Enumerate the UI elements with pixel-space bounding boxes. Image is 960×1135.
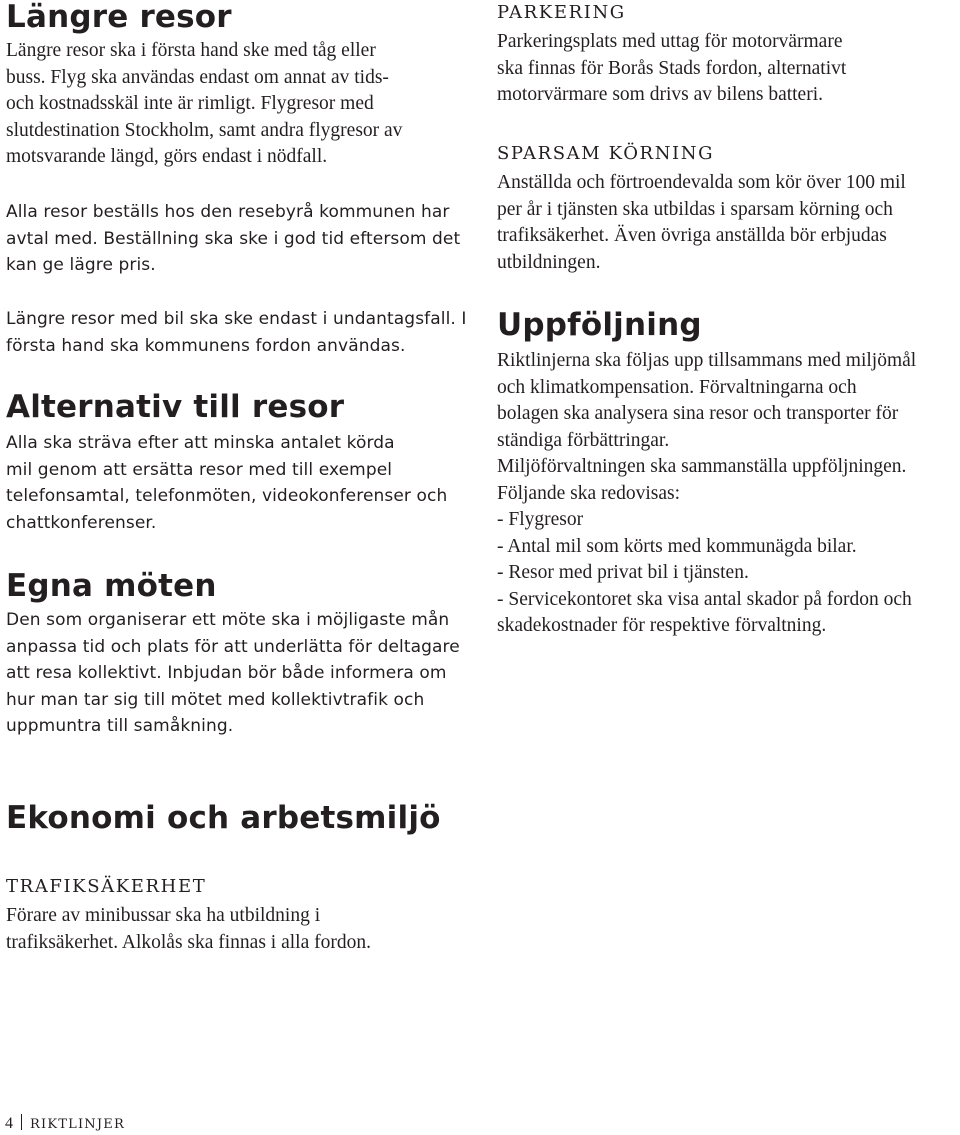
paragraph-uppfoljning: Riktlinjerna ska följas upp tillsammans med miljömål och klimatkompensation. Förvaltningarna och bolagen ska analysera sina resor och transporter för ständiga förbättringar. Miljöförvaltningen ska sammanställa uppföljningen. Följande ska redovisas: - Flygresor - Antal mil som körts med kommunägda bilar. - Resor med privat bil i tjänsten. - Servicekontoret ska visa antal skador på fordon och skadekostnader för respektive förvaltning.: [497, 348, 957, 640]
heading-ekonomi: Ekonomi och arbetsmiljö: [6, 800, 441, 836]
section-sparsam-korning: [497, 143, 957, 276]
list-item: - Antal mil som körts med kommunägda bilar.: [497, 535, 857, 557]
section-egna-moten: [6, 569, 476, 740]
paragraph-egna-moten: Den som organiserar ett möte ska i möjligaste mån anpassa tid och plats för att underlätta för deltagare att resa kollektivt. Inbjudan bör både informera om hur man tar sig till mötet med kollektivtrafik och uppmuntra till samåkning.: [6, 610, 460, 736]
heading-trafiksakerhet: TRAFIKSÄKERHET: [6, 876, 207, 897]
heading-uppfoljning: Uppföljning: [497, 307, 702, 343]
heading-sparsam-korning: SPARSAM KÖRNING: [497, 143, 715, 164]
section-alternativ: [6, 390, 476, 536]
list-item: - Resor med privat bil i tjänsten.: [497, 562, 749, 583]
heading-alternativ: Alternativ till resor: [6, 389, 345, 425]
paragraph-trafiksakerhet: Förare av minibussar ska ha utbildning i trafiksäkerhet. Alkolås ska finnas i alla fordon.: [6, 905, 371, 953]
paragraph-langre-resor-2: Alla resor beställs hos den resebyrå kommunen har avtal med. Beställning ska ske i god tid eftersom det kan ge lägre pris.: [6, 202, 461, 275]
paragraph-alternativ: Alla ska sträva efter att minska antalet körda mil genom att ersätta resor med till exempel telefonsamtal, telefonmöten, videokonferenser och chattkonferenser.: [6, 433, 448, 533]
paragraph-sparsam-korning: Anställda och förtroendevalda som kör över 100 mil per år i tjänsten ska utbildas i sparsam körning och trafiksäkerhet. Även övriga anställda bör erbjudas utbildningen.: [497, 172, 906, 273]
section-parkering: [497, 2, 957, 109]
heading-egna-moten: Egna möten: [6, 568, 217, 604]
list-item: - Flygresor: [497, 509, 584, 530]
heading-langre-resor: Längre resor: [6, 0, 232, 35]
section-langre-resor: [6, 0, 476, 171]
footer-section-label: RIKTLINJER: [30, 1117, 125, 1132]
section-trafiksakerhet: [6, 876, 476, 956]
section-uppfoljning: [497, 308, 957, 640]
list-item: - Servicekontoret ska visa antal skador på fordon och: [497, 588, 912, 610]
paragraph-parkering: Parkeringsplats med uttag för motorvärmare ska finnas för Borås Stads fordon, alternativt motorvärmare som drivs av bilens batteri.: [497, 31, 847, 105]
paragraph-langre-resor-1: Längre resor ska i första hand ske med tåg eller buss. Flyg ska användas endast om annat av tids- och kostnadsskäl inte är rimligt. Flygresor med slutdestination Stockholm, samt andra flygresor av motsvarande längd, görs endast i nödfall.: [6, 40, 403, 167]
footer-divider: [21, 1114, 22, 1130]
page-number: 4: [5, 1115, 13, 1132]
section-ekonomi: [6, 801, 706, 835]
page-footer: [5, 1114, 125, 1135]
heading-parkering: PARKERING: [497, 2, 626, 23]
paragraph-langre-resor-3: Längre resor med bil ska ske endast i undantagsfall. I första hand ska kommunens fordon användas.: [6, 309, 467, 356]
